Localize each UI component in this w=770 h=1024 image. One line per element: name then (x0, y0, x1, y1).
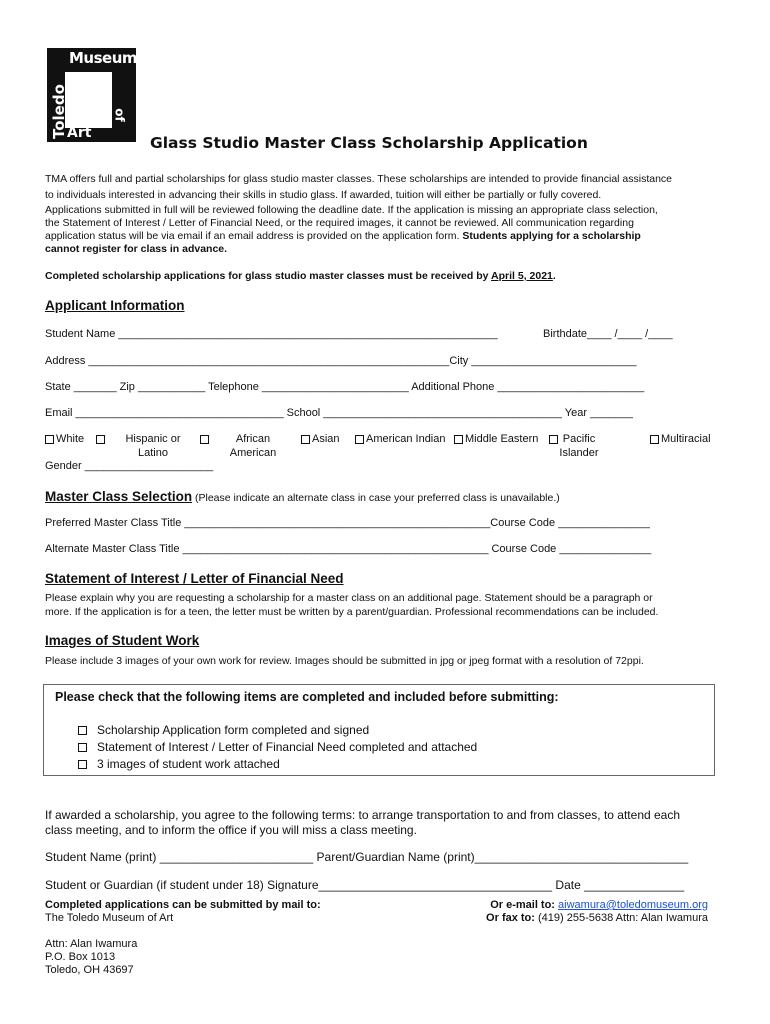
checkbox-icon[interactable] (355, 435, 364, 444)
checklist-item-label: Scholarship Application form completed and signed (97, 723, 370, 737)
intro-p2-line2: the Statement of Interest / Letter of Financial Need, or the required images, it cannot be reviewed. All communication regarding (45, 217, 634, 229)
deadline-notice (45, 269, 735, 283)
ethnicity-middle-eastern[interactable] (454, 432, 538, 446)
intro-p2-line3b: Students applying for a scholarship (462, 230, 641, 242)
ethnicity-multiracial-label: Multiracial (661, 433, 711, 445)
fax-label: Or fax to: (486, 912, 538, 924)
email-link[interactable]: aiwamura@toledomuseum.org (558, 899, 708, 911)
email-school-year-field[interactable]: Email __________________________________ School _______________________________________ Year _______ (45, 407, 633, 419)
mail-box: P.O. Box 1013 (45, 951, 116, 963)
ethnicity-pacific-label2: Islander (559, 447, 599, 459)
checklist-item-statement[interactable] (78, 740, 477, 754)
master-class-heading-row (45, 489, 560, 504)
intro-p2-line4: cannot register for class in advance. (45, 243, 228, 255)
intro-p1-line1: TMA offers full and partial scholarships for glass studio master classes. These scholarships are intended to provide financial assistance (45, 173, 673, 185)
checklist-item-label: 3 images of student work attached (97, 757, 280, 771)
checklist-item-application[interactable] (78, 723, 369, 737)
statement-heading: Statement of Interest / Letter of Financial Need (45, 571, 344, 586)
ethnicity-african-label2: American (229, 447, 277, 459)
intro-p2-line3a: application status will be via email if an email address is provided on the application form. (45, 230, 463, 242)
terms-line1: If awarded a scholarship, you agree to the following terms: to arrange transportation to and from classes, to attend each (45, 808, 681, 822)
ethnicity-hispanic (120, 432, 186, 460)
master-class-note: (Please indicate an alternate class in case your preferred class is unavailable.) (192, 492, 560, 504)
state-zip-phone-field[interactable]: State _______ Zip ___________ Telephone ________________________ Additional Phone ________________________ (45, 381, 645, 393)
intro-paragraph-1 (45, 172, 735, 202)
statement-line2: more. If the application is for a teen, the letter must be written by a parent/guardian. Professional recommendations can be included. (45, 606, 659, 618)
images-heading: Images of Student Work (45, 633, 200, 648)
student-print-field[interactable]: Student Name (print) _______________________ Parent/Guardian Name (print)________________________________ (45, 850, 689, 864)
deadline-date: April 5, 2021 (491, 270, 553, 282)
ethnicity-african (224, 432, 282, 460)
logo-museum-text: Museum (69, 49, 138, 67)
ethnicity-hispanic-checkbox[interactable] (96, 432, 116, 446)
ethnicity-pacific-label: Pacific (562, 433, 596, 445)
preferred-class-field[interactable]: Preferred Master Class Title __________________________________________________Course Code _______________ (45, 517, 650, 529)
ethnicity-pacific (556, 432, 602, 460)
ethnicity-asian-label: Asian (312, 433, 340, 445)
page-title: Glass Studio Master Class Scholarship Application (150, 134, 588, 152)
checklist-title: Please check that the following items are completed and included before submitting: (55, 690, 559, 704)
ethnicity-african-checkbox[interactable] (200, 432, 220, 446)
checkbox-icon[interactable] (45, 435, 54, 444)
ethnicity-hispanic-label: Hispanic or (125, 433, 181, 445)
statement-text (45, 591, 735, 619)
terms-text (45, 808, 735, 838)
address-field[interactable]: Address ___________________________________________________________City ___________________________ (45, 355, 637, 367)
birthdate-field[interactable]: Birthdate____ /____ /____ (543, 328, 673, 340)
email-label: Or e-mail to: (490, 899, 559, 911)
submission-checklist (43, 684, 715, 776)
terms-line2: class meeting, and to inform the office if you will miss a class meeting. (45, 823, 417, 837)
intro-p1-line2: to individuals interested in advancing their skills in studio glass. If awarded, tuition will either be partially or fully covered. (45, 189, 602, 201)
fax-number: (419) 255-5638 Attn: Alan Iwamura (538, 912, 708, 924)
mail-attn: Attn: Alan Iwamura (45, 938, 138, 950)
mail-city: Toledo, OH 43697 (45, 964, 134, 976)
ethnicity-white-label: White (56, 433, 85, 445)
toledo-museum-logo (47, 48, 136, 142)
logo-art-text: Art (67, 125, 92, 141)
checkbox-icon[interactable] (200, 435, 209, 444)
deadline-text: Completed scholarship applications for glass studio master classes must be received by (45, 270, 492, 282)
alternate-class-field[interactable]: Alternate Master Class Title __________________________________________________ Course Code _______________ (45, 543, 652, 555)
ethnicity-american-indian[interactable] (355, 432, 446, 446)
applicant-heading: Applicant Information (45, 298, 185, 313)
checkbox-icon[interactable] (96, 435, 105, 444)
checklist-item-label: Statement of Interest / Letter of Financial Need completed and attached (97, 740, 478, 754)
mail-org: The Toledo Museum of Art (45, 912, 174, 924)
statement-line1: Please explain why you are requesting a scholarship for a master class on an additional page. Statement should be a paragraph or (45, 592, 653, 604)
deadline-period: . (552, 270, 556, 282)
ethnicity-middle-eastern-label: Middle Eastern (465, 433, 539, 445)
checkbox-icon[interactable] (78, 760, 87, 769)
fax-row (486, 912, 708, 925)
checklist-item-images[interactable] (78, 757, 280, 771)
ethnicity-american-indian-label: American Indian (366, 433, 446, 445)
intro-p2-line3 (45, 230, 735, 243)
contact-block (486, 899, 708, 925)
intro-paragraph-2 (45, 204, 735, 256)
ethnicity-african-label: African (235, 433, 271, 445)
mail-block (45, 899, 321, 977)
logo-of-text: of (112, 108, 127, 122)
checkbox-icon[interactable] (454, 435, 463, 444)
gender-field[interactable]: Gender _____________________ (45, 460, 214, 472)
images-text: Please include 3 images of your own work for review. Images should be submitted in jpg or jpeg format with a resolution of 72ppi. (45, 655, 644, 667)
ethnicity-hispanic-label2: Latino (138, 447, 168, 459)
logo-toledo-text: Toledo (50, 84, 68, 139)
ethnicity-asian[interactable] (301, 432, 340, 446)
checkbox-icon[interactable] (650, 435, 659, 444)
mail-heading: Completed applications can be submitted by mail to: (45, 899, 321, 911)
signature-date-field[interactable]: Student or Guardian (if student under 18) Signature___________________________________ Date _______________ (45, 878, 685, 892)
ethnicity-multiracial[interactable] (650, 432, 711, 446)
checkbox-icon[interactable] (78, 743, 87, 752)
checkbox-icon[interactable] (78, 726, 87, 735)
checkbox-icon[interactable] (301, 435, 310, 444)
master-class-heading: Master Class Selection (45, 489, 193, 504)
email-row (486, 899, 708, 912)
ethnicity-white[interactable] (45, 432, 84, 446)
student-name-field[interactable]: Student Name ______________________________________________________________ (45, 328, 498, 340)
intro-p2-line1: Applications submitted in full will be reviewed following the deadline date. If the application is missing an appropriate class selection, (45, 204, 658, 216)
